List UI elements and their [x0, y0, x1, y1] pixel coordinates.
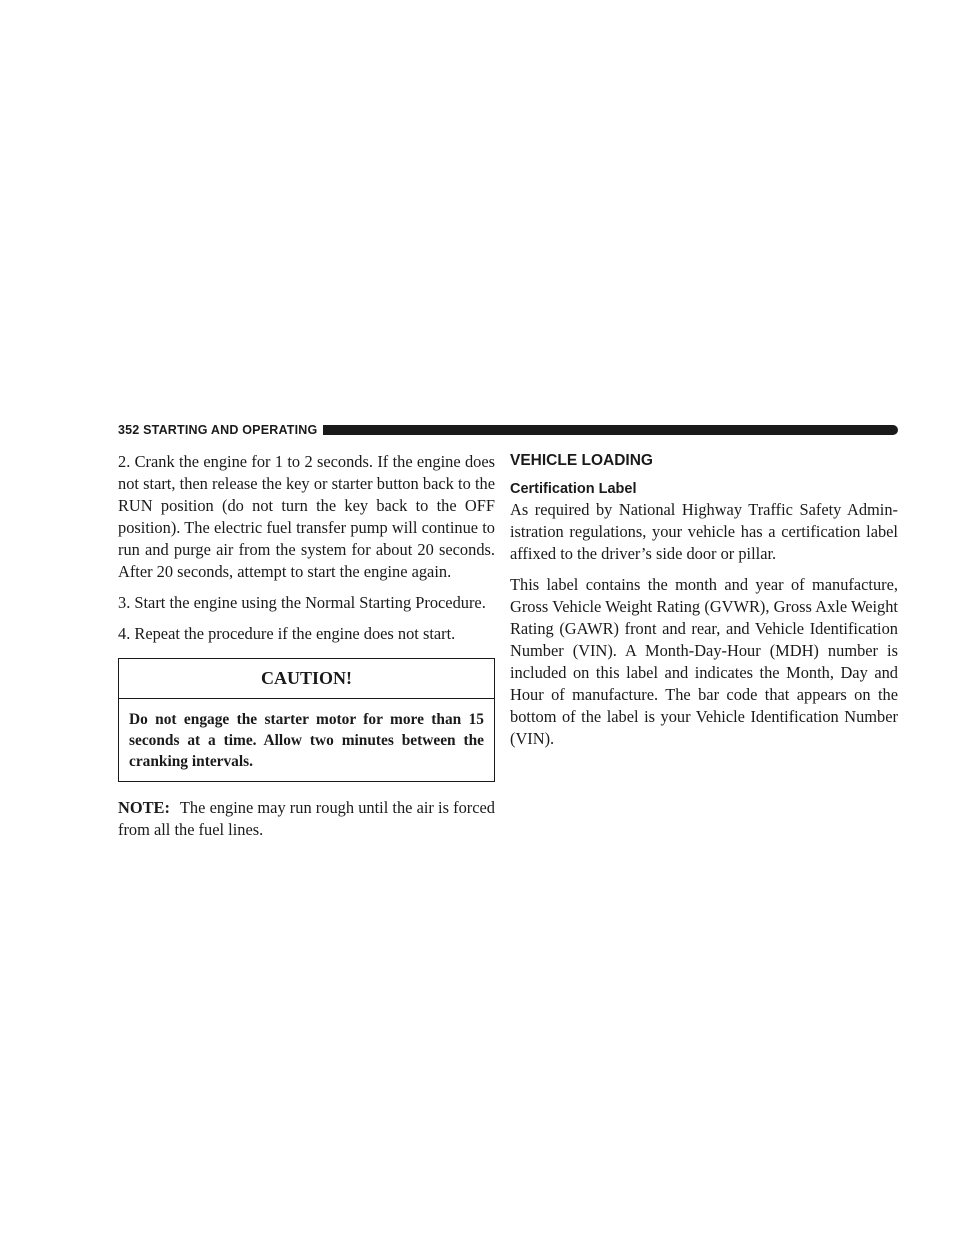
caution-body: Do not engage the starter motor for more than 15 seconds at a time. Allow two minutes between the cranking intervals. — [129, 711, 484, 770]
section-title: VEHICLE LOADING — [510, 452, 653, 469]
subsection-title: Certification Label — [510, 481, 637, 497]
page-number-and-chapter: 352 STARTING AND OPERATING — [118, 423, 318, 437]
certification-paragraph-2: This label contains the month and year of manufacture, Gross Vehicle Weight Rating (GVWR), Gross Axle Weight Rating (GAWR) front and rear, and Vehicle Identification Number (VIN). A Month-Day-Hour (MDH) number is included on this label and indicates the Month, Day and Hour of manufacture. The bar code that appears on the bottom of the label is your Vehicle Identification Number (VIN). — [510, 575, 898, 748]
page-header — [118, 421, 898, 439]
header-rule — [323, 425, 898, 435]
certification-paragraph-1: As required by National Highway Traffic Safety Admin-istration regulations, your vehicle has a certification label affixed to the driver’s side door or pillar. — [510, 500, 898, 563]
caution-title: CAUTION! — [119, 659, 494, 699]
step-2-paragraph: 2. Crank the engine for 1 to 2 seconds. If the engine does not start, then release the key or starter button back to the RUN position (do not turn the key back to the OFF position). The electric fuel transfer pump will continue to run and purge air from the system for about 20 seconds. After 20 seconds, attempt to start the engine again. — [118, 452, 495, 581]
step-3-paragraph: 3. Start the engine using the Normal Starting Procedure. — [118, 593, 486, 612]
note-label: NOTE: — [118, 798, 170, 817]
step-4-paragraph: 4. Repeat the procedure if the engine does not start. — [118, 624, 456, 643]
left-column — [118, 451, 495, 850]
note-text: The engine may run rough until the air is forced from all the fuel lines. — [118, 798, 495, 839]
right-column — [510, 451, 898, 759]
caution-box — [118, 658, 495, 782]
note-paragraph — [118, 797, 495, 841]
